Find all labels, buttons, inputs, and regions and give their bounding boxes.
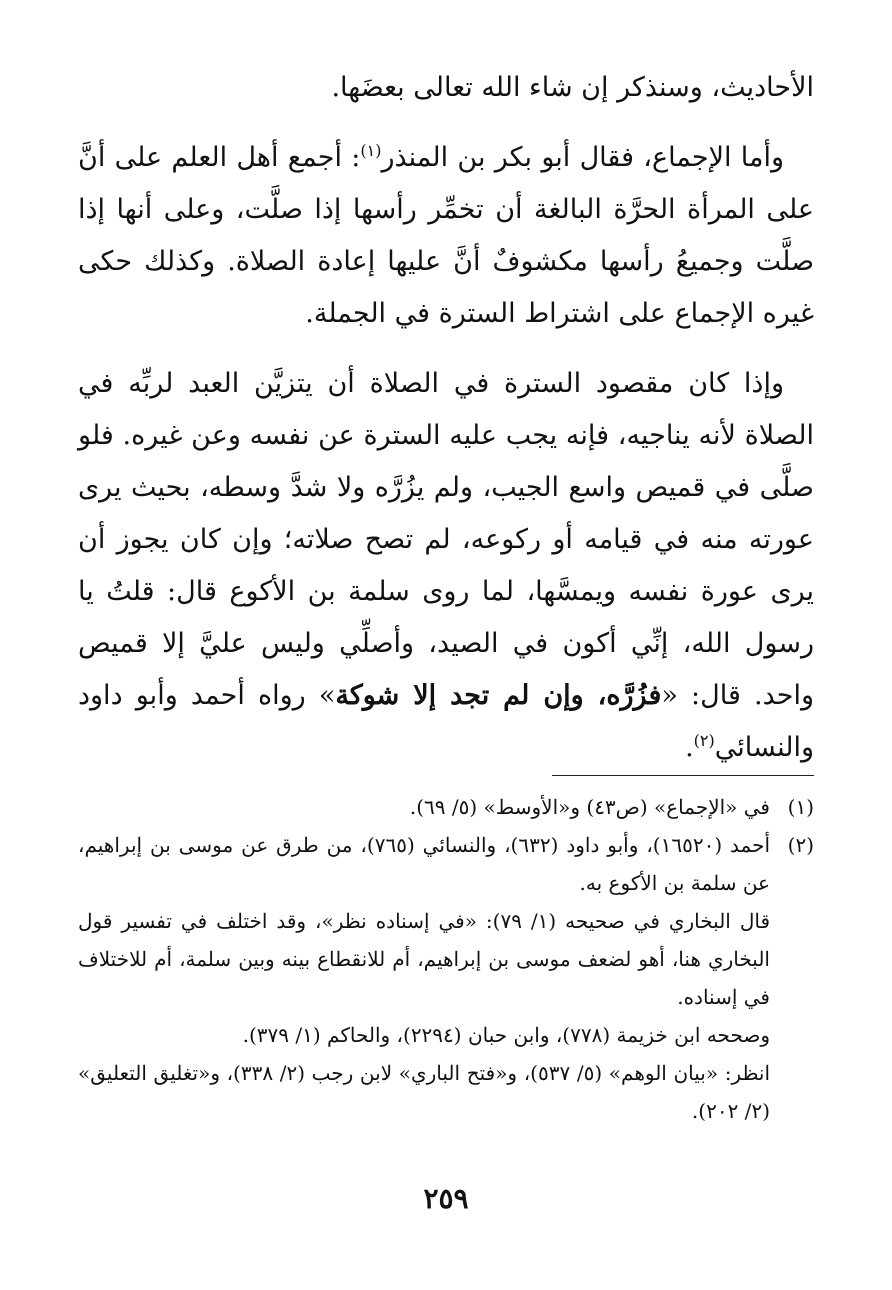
paragraph-gap (78, 114, 814, 132)
paragraph-continuation (78, 62, 814, 114)
hadith-quote: فزُرَّه، وإن لم تجد إلا شوكة (335, 680, 662, 711)
footnote-number: (٢) (787, 833, 814, 857)
paragraph-text: : أجمع أهل العلم على أنَّ على المرأة الحرَّة البالغة أن تخمِّر رأسها إذا صلَّت، وعلى أنها إذا صلَّت وجميعُ رأسها مكشوفٌ أنَّ عليها إعادة الصلاة. وكذلك حكى غيره الإجماع على اشتراط السترة في الجملة. (78, 142, 814, 329)
footnote-number: (١) (787, 795, 814, 819)
footnotes (78, 788, 814, 1130)
footnote-body (78, 826, 770, 1130)
paragraph-text: وأما الإجماع، فقال أبو بكر بن المنذر (381, 142, 784, 173)
footnote-text: انظر: «بيان الوهم» (٥/ ٥٣٧)، و«فتح الباري» لابن رجب (٢/ ٣٣٨)، و«تغليق التعليق» (٢/ ٢٠٢). (78, 1061, 771, 1123)
paragraph-text: وإذا كان مقصود السترة في الصلاة أن يتزيَّن العبد لربِّه في الصلاة لأنه يناجيه، فإنه يجب عليه السترة عن نفسه وعن غيره. فلو صلَّى في قميص واسع الجيب، ولم يزُرَّه ولا شدَّ وسطه، بحيث يرى عورته منه في قيامه أو ركوعه، لم تصح صلاته؛ وإن كان يجوز أن يرى عورة نفسه ويمسَّها، لما روى سلمة بن الأكوع قال: قلتُ يا رسول الله، إنِّي أكون في الصيد، وأصلِّي وليس عليَّ إلا قميص واحد. قال: « (78, 368, 814, 711)
paragraph-text: » رواه أحمد وأبو داود والنسائي (78, 680, 814, 763)
footnote-text: في «الإجماع» (ص٤٣) و«الأوسط» (٥/ ٦٩). (409, 795, 770, 819)
page-number: ٢٥٩ (423, 1182, 469, 1215)
paragraph-gap (78, 340, 814, 358)
footnote-ref-1[interactable]: (١) (360, 141, 382, 160)
paragraph-text: . (685, 732, 694, 763)
footnote-text: أحمد (١٦٥٢٠)، وأبو داود (٦٣٢)، والنسائي (٧٦٥)، من طرق عن موسى بن إبراهيم، عن سلمة بن الأكوع به. (78, 833, 771, 895)
footnote-text: قال البخاري في صحيحه (١/ ٧٩): «في إسناده نظر»، وقد اختلف في تفسير قول البخاري هنا، أهو لضعف موسى بن إبراهيم، أم للانقطاع بينه وبين سلمة، أم للاختلاف في إسناده. (78, 909, 771, 1009)
paragraph-text: الأحاديث، وسنذكر إن شاء الله تعالى بعضَها. (331, 72, 814, 103)
paragraph-ijma (78, 132, 814, 340)
footnote-text: وصححه ابن خزيمة (٧٧٨)، وابن حبان (٢٢٩٤)، والحاكم (١/ ٣٧٩). (242, 1023, 770, 1047)
footnote-2 (78, 826, 814, 1130)
footnote-body (78, 788, 770, 826)
main-text (78, 62, 814, 774)
paragraph-satr (78, 358, 814, 774)
footnote-ref-2[interactable]: (٢) (693, 731, 715, 750)
footnote-1 (78, 788, 814, 826)
footnote-divider (552, 775, 814, 776)
